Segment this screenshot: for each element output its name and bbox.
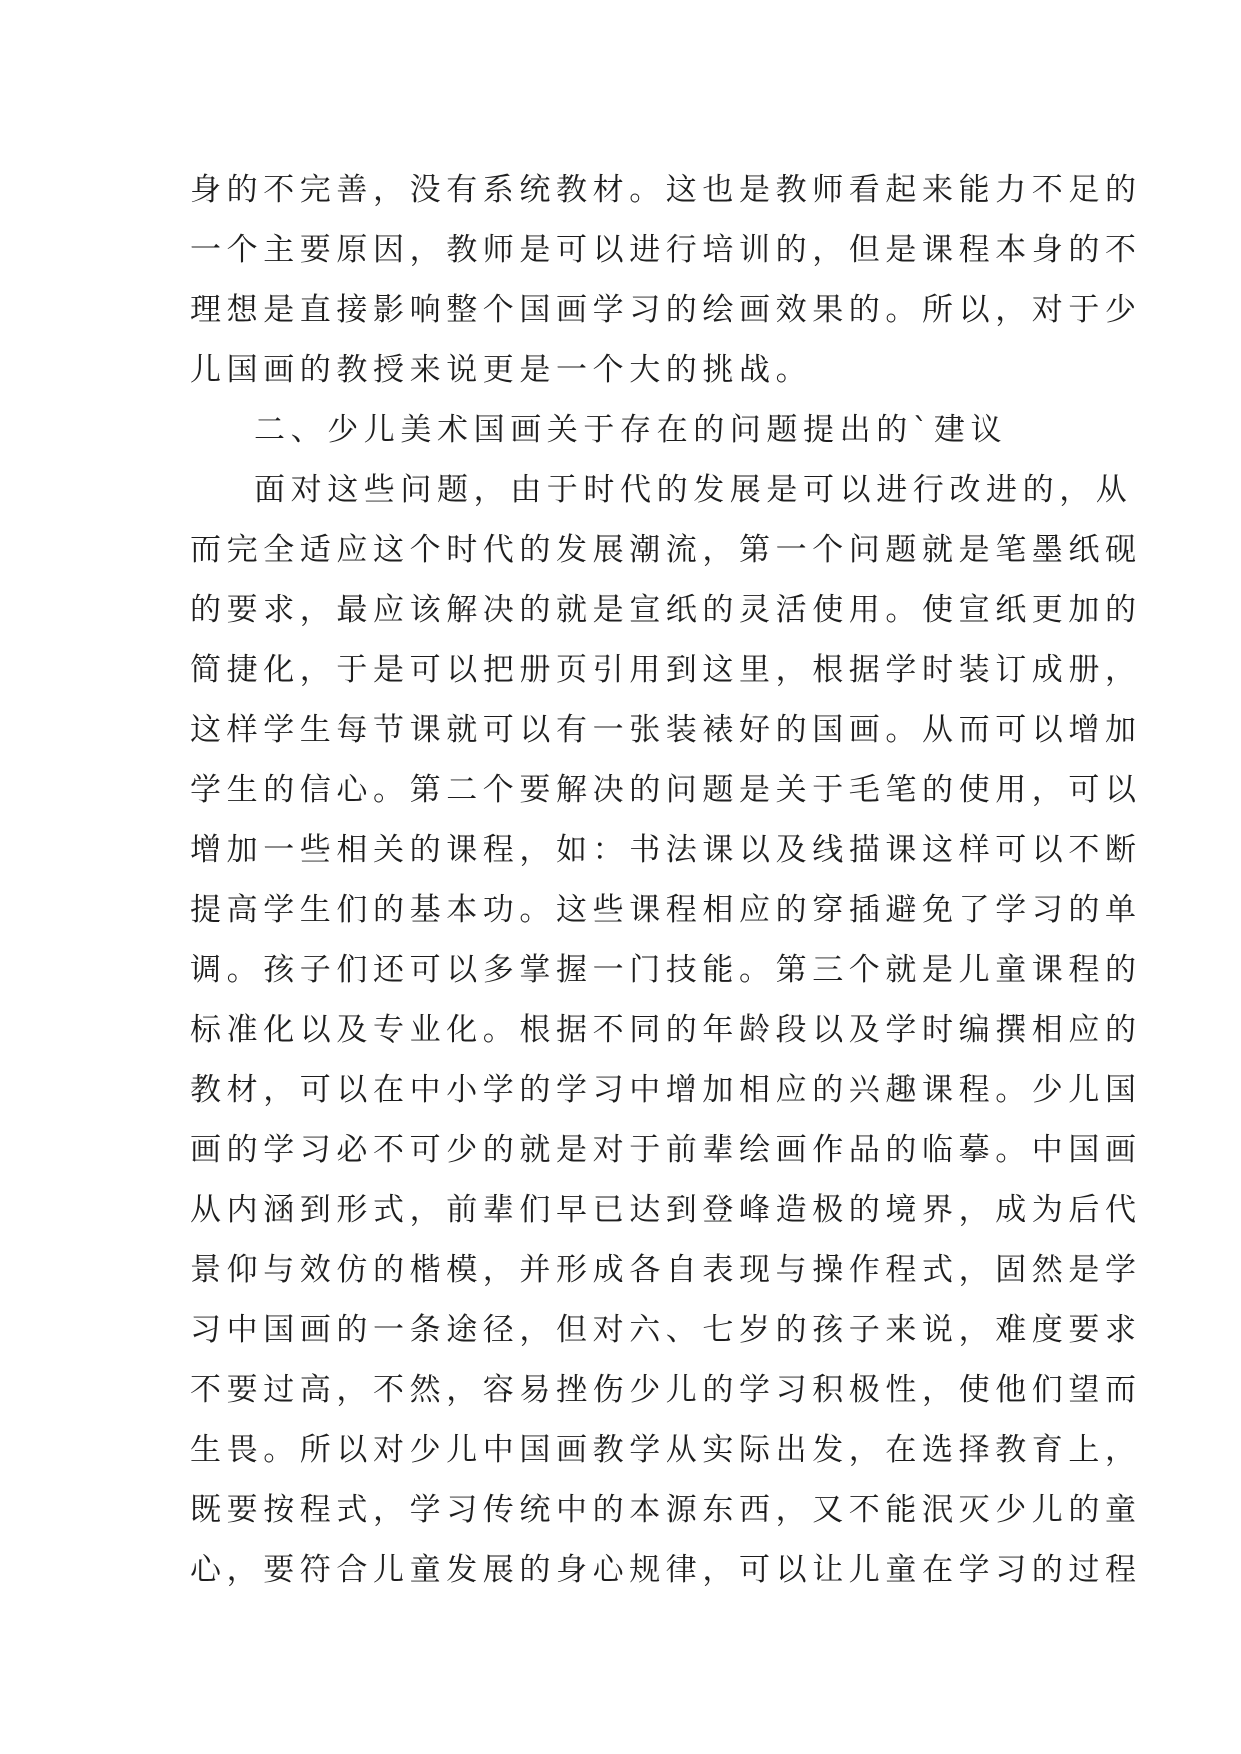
text-line: 而完全适应这个时代的发展潮流，第一个问题就是笔墨纸砚 [190, 532, 1142, 568]
text-line: 学生的信心。第二个要解决的问题是关于毛笔的使用，可以 [190, 772, 1142, 808]
text-line: 教材，可以在中小学的学习中增加相应的兴趣课程。少儿国 [190, 1072, 1142, 1108]
text-line: 从内涵到形式，前辈们早已达到登峰造极的境界，成为后代 [190, 1192, 1142, 1228]
text-line: 增加一些相关的课程，如：书法课以及线描课这样可以不断 [190, 832, 1142, 868]
text-line: 画的学习必不可少的就是对于前辈绘画作品的临摹。中国画 [190, 1132, 1142, 1168]
text-line: 身的不完善，没有系统教材。这也是教师看起来能力不足的 [190, 172, 1142, 208]
text-line: 习中国画的一条途径，但对六、七岁的孩子来说，难度要求 [190, 1312, 1142, 1348]
section-heading: 二、少儿美术国画关于存在的问题提出的`建议 [254, 412, 1008, 448]
text-line: 心，要符合儿童发展的身心规律，可以让儿童在学习的过程 [190, 1552, 1142, 1588]
text-line: 生畏。所以对少儿中国画教学从实际出发，在选择教育上， [190, 1432, 1142, 1468]
text-line: 儿国画的教授来说更是一个大的挑战。 [190, 352, 813, 388]
text-line: 的要求，最应该解决的就是宣纸的灵活使用。使宣纸更加的 [190, 592, 1142, 628]
text-line: 既要按程式，学习传统中的本源东西，又不能泯灭少儿的童 [190, 1492, 1142, 1528]
text-line: 理想是直接影响整个国画学习的绘画效果的。所以，对于少 [190, 292, 1142, 328]
body-text [190, 160, 1142, 1600]
text-line: 调。孩子们还可以多掌握一门技能。第三个就是儿童课程的 [190, 952, 1142, 988]
text-line: 提高学生们的基本功。这些课程相应的穿插避免了学习的单 [190, 892, 1142, 928]
text-line: 一个主要原因，教师是可以进行培训的，但是课程本身的不 [190, 232, 1142, 268]
text-line: 景仰与效仿的楷模，并形成各自表现与操作程式，固然是学 [190, 1252, 1142, 1288]
text-line: 这样学生每节课就可以有一张装裱好的国画。从而可以增加 [190, 712, 1142, 748]
text-line: 不要过高，不然，容易挫伤少儿的学习积极性，使他们望而 [190, 1372, 1142, 1408]
text-line: 简捷化，于是可以把册页引用到这里，根据学时装订成册， [190, 652, 1142, 688]
text-line: 标准化以及专业化。根据不同的年龄段以及学时编撰相应的 [190, 1012, 1142, 1048]
text-line: 面对这些问题，由于时代的发展是可以进行改进的，从 [254, 472, 1133, 508]
